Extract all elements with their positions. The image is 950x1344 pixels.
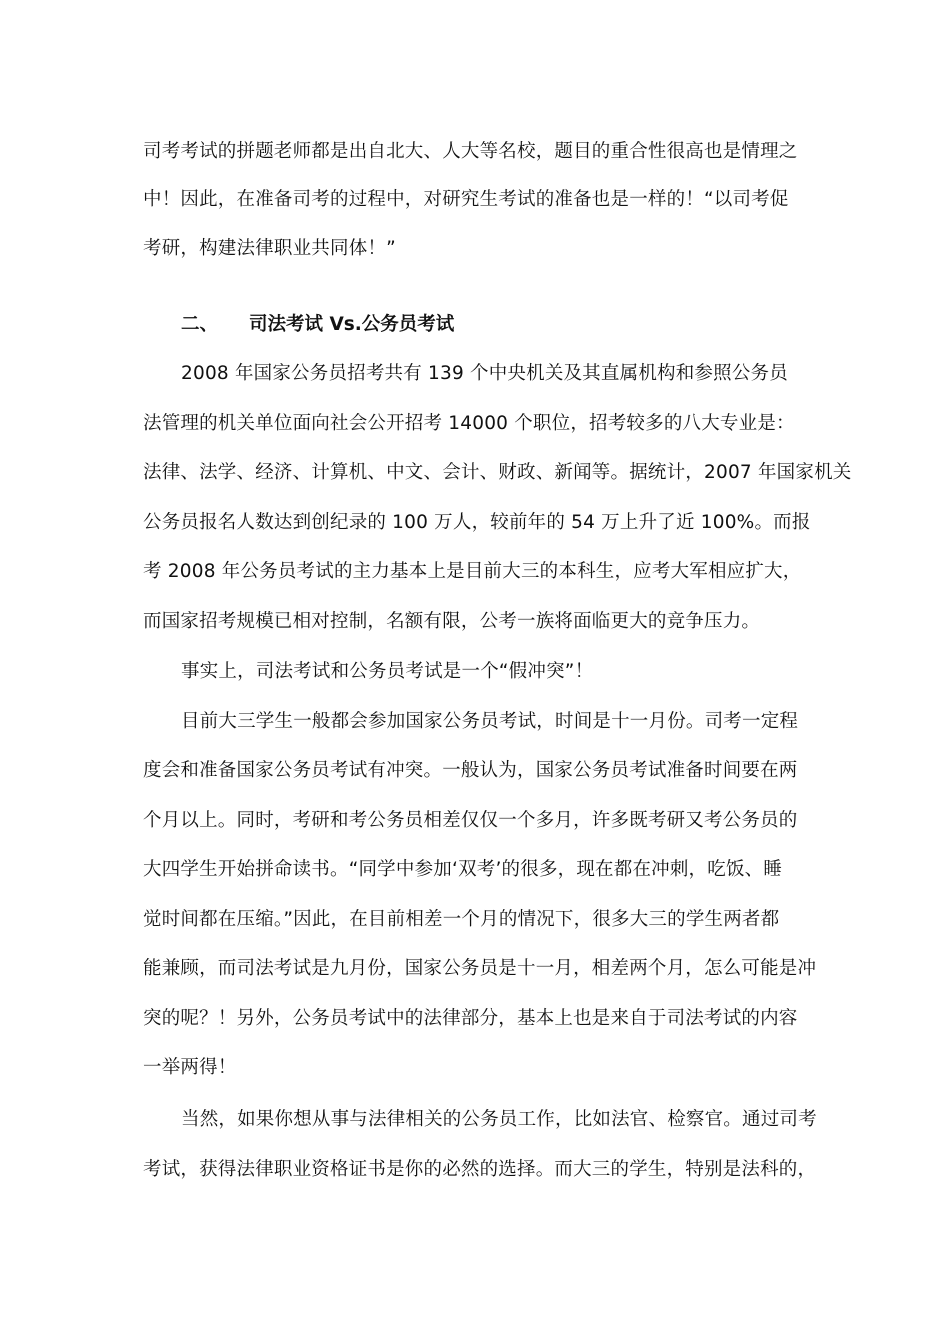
intro-line-1: 司考考试的拼题老师都是出自北大、人大等名校，题目的重合性很高也是情理之 <box>143 141 798 162</box>
para3-line-3: 个月以上。同时，考研和考公务员相差仅仅一个多月，许多既考研又考公务员的 <box>143 810 798 831</box>
para1-line-6: 而国家招考规模已相对控制，名额有限，公考一族将面临更大的竞争压力。 <box>143 611 761 632</box>
section-title: 司法考试 Vs.公务员考试 <box>249 314 455 335</box>
para3-line-7: 突的呢？！另外，公务员考试中的法律部分，基本上也是来自于司法考试的内容 <box>143 1008 798 1029</box>
para3-line-1: 目前大三学生一般都会参加国家公务员考试，时间是十一月份。司考一定程 <box>181 711 799 732</box>
intro-line-2: 中！因此，在准备司考的过程中，对研究生考试的准备也是一样的！“以司考促 <box>143 189 789 210</box>
para4-line-1: 当然，如果你想从事与法律相关的公务员工作，比如法官、检察官。通过司考 <box>181 1109 817 1130</box>
intro-line-3: 考研，构建法律职业共同体！” <box>143 238 396 259</box>
para1-line-5: 考 2008 年公务员考试的主力基本上是目前大三的本科生，应考大军相应扩大， <box>143 561 802 582</box>
section-number: 二、 <box>181 314 219 335</box>
para3-line-6: 能兼顾，而司法考试是九月份，国家公务员是十一月，相差两个月，怎么可能是冲 <box>143 958 817 979</box>
para3-line-8: 一举两得！ <box>143 1057 237 1078</box>
para1-line-1: 2008 年国家公务员招考共有 139 个中央机关及其直属机构和参照公务员 <box>181 363 788 384</box>
para3-line-4: 大四学生开始拼命读书。“同学中参加‘双考’的很多，现在都在冲刺，吃饭、睡 <box>143 859 783 880</box>
para3-line-5: 觉时间都在压缩。”因此，在目前相差一个月的情况下，很多大三的学生两者都 <box>143 909 780 930</box>
para3-line-2: 度会和准备国家公务员考试有冲突。一般认为，国家公务员考试准备时间要在两 <box>143 760 798 781</box>
para2-line-1: 事实上，司法考试和公务员考试是一个“假冲突”！ <box>181 661 594 682</box>
para1-line-2: 法管理的机关单位面向社会公开招考 14000 个职位，招考较多的八大专业是： <box>143 413 795 434</box>
para4-line-2: 考试，获得法律职业资格证书是你的必然的选择。而大三的学生，特别是法科的， <box>143 1159 817 1180</box>
para1-line-4: 公务员报名人数达到创纪录的 100 万人，较前年的 54 万上升了近 100%。而报 <box>143 512 811 533</box>
section-heading <box>181 312 454 338</box>
para1-line-3: 法律、法学、经济、计算机、中文、会计、财政、新闻等。据统计，2007 年国家机关 <box>143 462 852 483</box>
